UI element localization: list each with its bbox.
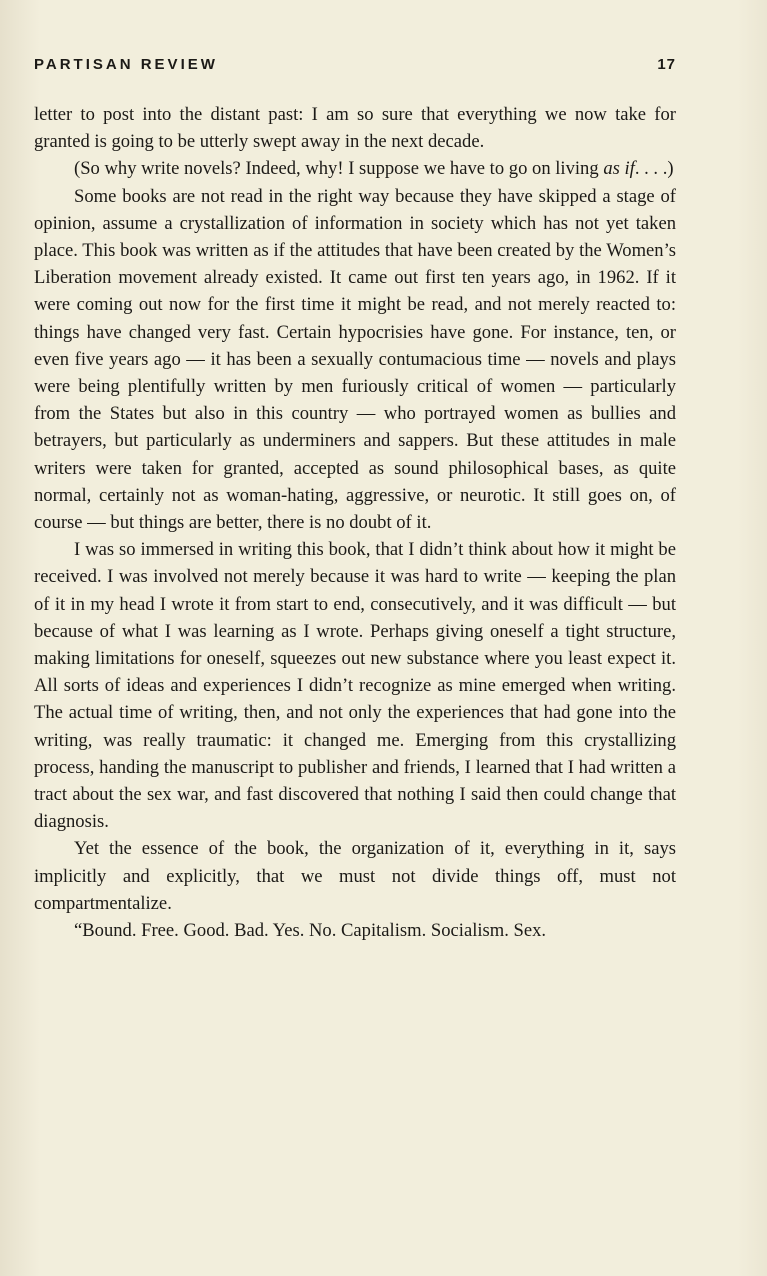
paragraph-2-text-before: (So why write novels? Indeed, why! I suppose we have to go on living [74,158,604,180]
paragraph-2-italic: as if [603,158,635,180]
running-head [34,56,676,78]
paragraph-5: Yet the essence of the book, the organization of it, everything in it, says implicitly and explicitly, that we must not divide things off, must not compartmentalize. [34,838,676,914]
page-number: 17 [657,56,676,73]
paragraph-3: Some books are not read in the right way because they have skipped a stage of opinion, assume a crystallization of information in society which has not yet taken place. This book was written as if the attitudes that have been created by the Women’s Liberation movement already existed. It came out first ten years ago, in 1962. If it were coming out now for the first time it might be read, and not merely reacted to: things have changed very fast. Certain hypocrisies have gone. For instance, ten, or even five years ago — it has been a sexually contumacious time — novels and plays were being plentifully written by men furiously critical of women — particularly from the States but also in this country — who portrayed women as bullies and betrayers, but particularly as underminers and sappers. But these attitudes in male writers were taken for granted, accepted as sound philosophical bases, as quite normal, certainly not as woman-hating, aggressive, or neurotic. It still goes on, of course — but things are better, there is no doubt of it. [34,185,676,534]
paragraph-2-text-after: . . . .) [634,158,674,180]
paragraph-6: “Bound. Free. Good. Bad. Yes. No. Capitalism. Socialism. Sex. [74,920,547,942]
paragraph-4: I was so immersed in writing this book, that I didn’t think about how it might be received. I was involved not merely because it was hard to write — keeping the plan of it in my head I wrote it from start to end, consecutively, and it was difficult — but because of what I was learning as I wrote. Perhaps giving oneself a tight structure, making limitations for oneself, squeezes out new substance where you least expect it. All sorts of ideas and experiences I didn’t recognize as mine emerged when writing. The actual time of writing, then, and not only the experiences that had gone into the writing, was really traumatic: it changed me. Emerging from this crystallizing process, handing the manuscript to publisher and friends, I learned that I had written a tract about the sex war, and fast discovered that nothing I said then could change that diagnosis. [34,539,676,833]
journal-title: PARTISAN REVIEW [34,56,218,73]
paragraph-2 [34,155,676,182]
body-text [34,101,676,944]
paragraph-1: letter to post into the distant past: I am so sure that everything we now take for granted is going to be utterly swept away in the next decade. [34,104,676,153]
